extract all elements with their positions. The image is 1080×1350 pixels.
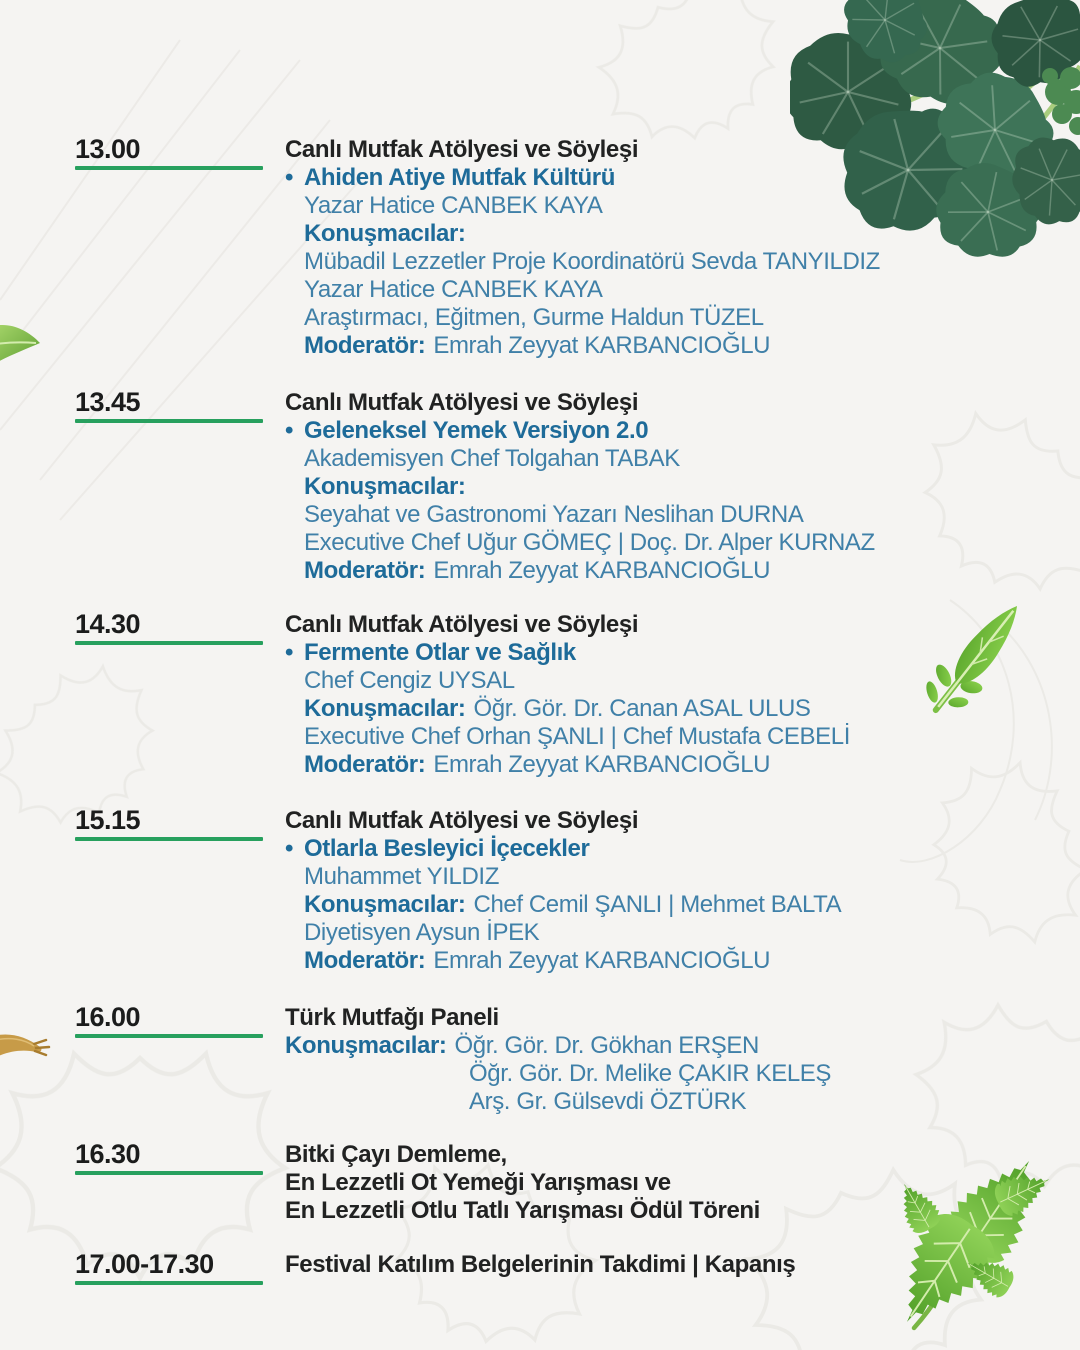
event-line	[285, 639, 1060, 667]
time-cell	[75, 1141, 275, 1175]
time-underline	[75, 166, 263, 170]
speakers-label: Konuşmacılar:	[304, 473, 466, 500]
event-title: En Lezzetli Otlu Tatlı Yarışması Ödül Töreni	[285, 1197, 760, 1224]
moderator-name: Emrah Zeyyat KARBANCIOĞLU	[433, 332, 771, 359]
time-cell	[75, 807, 275, 841]
session-title: Otlarla Besleyici İçecekler	[304, 835, 590, 862]
event-line	[285, 557, 1060, 585]
event-line	[285, 332, 1060, 360]
time-cell	[75, 1004, 275, 1038]
event-content	[285, 807, 1060, 975]
schedule-block-1600	[75, 1004, 1060, 1116]
event-line	[285, 835, 1060, 863]
speaker-name: Arş. Gr. Gülsevdi ÖZTÜRK	[469, 1088, 747, 1115]
time-underline	[75, 641, 263, 645]
bullet-icon: •	[285, 639, 294, 666]
time-underline	[75, 1034, 263, 1038]
event-line: Akademisyen Chef Tolgahan TABAK	[304, 445, 680, 472]
speakers-label: Konuşmacılar:	[304, 220, 466, 247]
time-label: 14.30	[75, 609, 141, 639]
speaker-name: Öğr. Gör. Dr. Melike ÇAKIR KELEŞ	[469, 1060, 831, 1087]
moderator-name: Emrah Zeyyat KARBANCIOĞLU	[433, 947, 771, 974]
speakers-label: Konuşmacılar:	[304, 891, 466, 918]
speaker-name: Chef Cemil ŞANLI | Mehmet BALTA	[473, 891, 842, 918]
event-title: Canlı Mutfak Atölyesi ve Söyleşi	[285, 807, 639, 834]
time-cell	[75, 1251, 275, 1285]
schedule-block-1515	[75, 807, 1060, 975]
event-content	[285, 1141, 1060, 1225]
moderator-label: Moderatör:	[304, 947, 426, 974]
event-line: Muhammet YILDIZ	[304, 863, 499, 890]
event-line: Araştırmacı, Eğitmen, Gurme Haldun TÜZEL	[304, 304, 764, 331]
time-underline	[75, 837, 263, 841]
bullet-icon: •	[285, 835, 294, 862]
event-line: Mübadil Lezzetler Proje Koordinatörü Sevda TANYILDIZ	[304, 248, 880, 275]
event-line	[285, 1032, 1060, 1060]
time-label: 15.15	[75, 805, 141, 835]
event-line: Chef Cengiz UYSAL	[304, 667, 515, 694]
time-label: 13.45	[75, 387, 141, 417]
event-content	[285, 136, 1060, 360]
moderator-name: Emrah Zeyyat KARBANCIOĞLU	[433, 751, 771, 778]
time-label: 13.00	[75, 134, 141, 164]
schedule-block-1700	[75, 1251, 1060, 1279]
event-title: Canlı Mutfak Atölyesi ve Söyleşi	[285, 611, 639, 638]
event-title: Festival Katılım Belgelerinin Takdimi | Kapanış	[285, 1251, 796, 1278]
event-title: En Lezzetli Ot Yemeği Yarışması ve	[285, 1169, 671, 1196]
time-underline	[75, 1171, 263, 1175]
event-title: Türk Mutfağı Paneli	[285, 1004, 499, 1031]
moderator-label: Moderatör:	[304, 557, 426, 584]
event-title: Canlı Mutfak Atölyesi ve Söyleşi	[285, 136, 639, 163]
event-line	[285, 891, 1060, 919]
session-title: Fermente Otlar ve Sağlık	[304, 639, 576, 666]
session-title: Geleneksel Yemek Versiyon 2.0	[304, 417, 649, 444]
bullet-icon: •	[285, 164, 294, 191]
event-line: Yazar Hatice CANBEK KAYA	[304, 192, 603, 219]
event-line	[285, 695, 1060, 723]
schedule-block-1430	[75, 611, 1060, 779]
moderator-label: Moderatör:	[304, 332, 426, 359]
time-label: 17.00-17.30	[75, 1249, 214, 1279]
time-underline	[75, 1281, 263, 1285]
speaker-name: Öğr. Gör. Dr. Canan ASAL ULUS	[473, 695, 811, 722]
speaker-name: Öğr. Gör. Dr. Gökhan ERŞEN	[454, 1032, 759, 1059]
event-line	[285, 751, 1060, 779]
event-line: Seyahat ve Gastronomi Yazarı Neslihan DURNA	[304, 501, 804, 528]
schedule-block-1345	[75, 389, 1060, 585]
time-label: 16.30	[75, 1139, 141, 1169]
event-line: Executive Chef Uğur GÖMEÇ | Doç. Dr. Alper KURNAZ	[304, 529, 875, 556]
event-content	[285, 1004, 1060, 1116]
time-cell	[75, 136, 275, 170]
event-content	[285, 389, 1060, 585]
event-line	[285, 947, 1060, 975]
event-content	[285, 611, 1060, 779]
bullet-icon: •	[285, 417, 294, 444]
event-line	[285, 417, 1060, 445]
event-title: Bitki Çayı Demleme,	[285, 1141, 507, 1168]
time-cell	[75, 389, 275, 423]
time-label: 16.00	[75, 1002, 141, 1032]
schedule-block-1300	[75, 136, 1060, 360]
moderator-name: Emrah Zeyyat KARBANCIOĞLU	[433, 557, 771, 584]
speakers-label: Konuşmacılar:	[304, 695, 466, 722]
time-underline	[75, 419, 263, 423]
event-line: Diyetisyen Aysun İPEK	[304, 919, 540, 946]
speakers-label: Konuşmacılar:	[285, 1032, 447, 1059]
event-content	[285, 1251, 1060, 1279]
schedule-block-1630	[75, 1141, 1060, 1225]
time-cell	[75, 611, 275, 645]
event-line: Yazar Hatice CANBEK KAYA	[304, 276, 603, 303]
event-line: Executive Chef Orhan ŞANLI | Chef Mustafa CEBELİ	[304, 723, 850, 750]
moderator-label: Moderatör:	[304, 751, 426, 778]
event-title: Canlı Mutfak Atölyesi ve Söyleşi	[285, 389, 639, 416]
event-line	[285, 164, 1060, 192]
session-title: Ahiden Atiye Mutfak Kültürü	[304, 164, 615, 191]
